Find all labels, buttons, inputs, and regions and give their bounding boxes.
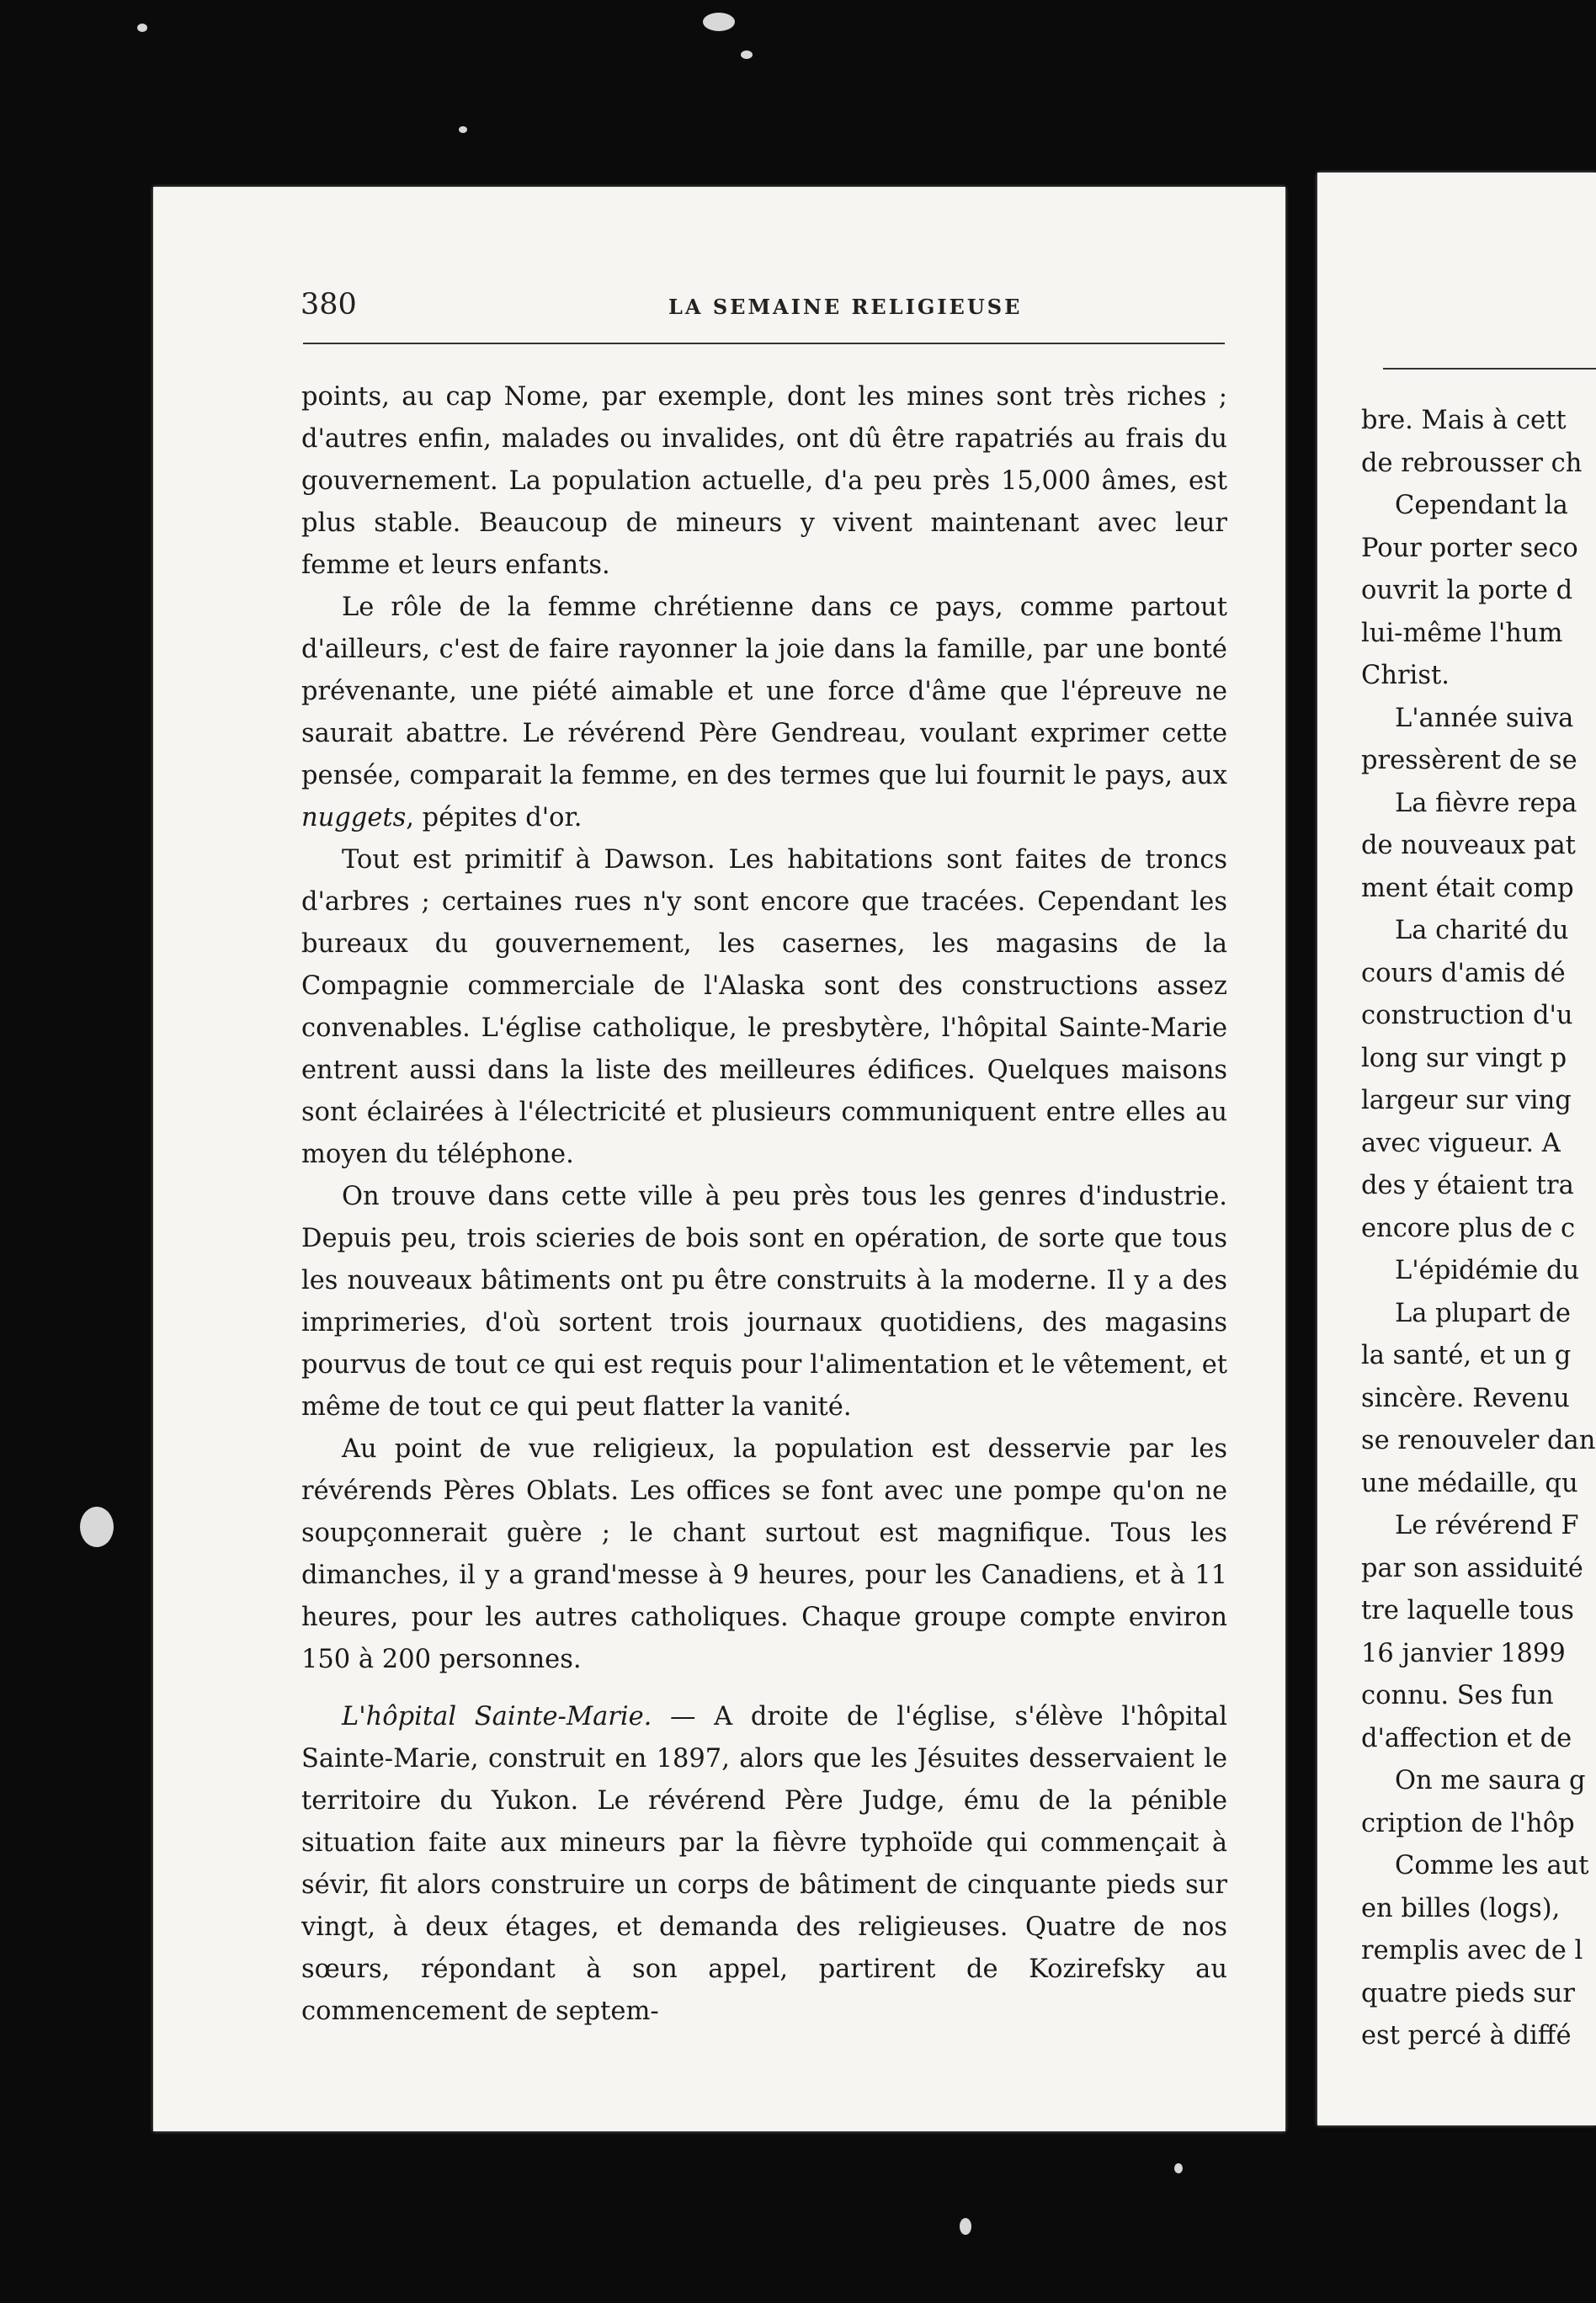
paragraph-2-tail: aux [1180,761,1227,790]
right-page-line: une médaille, qu [1361,1468,1578,1498]
nuggets-italic: nuggets [301,803,407,832]
paragraph-4: On trouve dans cette ville à peu près tous les genres d'industrie. Depuis peu, trois scieries de bois sont en opération, de sorte que tous les nouveaux bâtiments ont pu être construits à la moderne. Il y a des imprimeries, d'où sortent trois journaux quotidiens, des magasins pourvus de tout ce qui est requis pour l'alimentation et le vêtement, et même de tout ce qui peut flatter la vanité. [301,1182,1227,1422]
right-page-line: Le révérend F [1395,1511,1579,1540]
left-page [153,187,1285,2131]
right-page-line: La plupart de [1395,1298,1571,1328]
right-page-line: On me saura g [1395,1766,1586,1795]
right-page-line: lui-même l'hum [1361,618,1563,648]
paragraph-1: points, au cap Nome, par exemple, dont les mines sont très riches ; d'autres enfin, malades ou invalides, ont dû être rapatriés au frais du gouvernement. La population actuelle, d'a peu près 15,000 âmes, est plus stable. Beaucoup de mineurs y vivent maintenant avec leur femme et leurs enfants. [301,382,1227,580]
paragraph-6-text: — A droite de l'église, s'élève l'hôpital Sainte-Marie, construit en 1897, alors que les Jésuites desservaient le territoire du Yukon. Le révérend Père Judge, ému de la pénible situation faite aux mineurs par la fièvre typhoïde qui commençait à sévir, fit alors construire un corps de bâtiment de cinquante pieds sur vingt, à deux étages, et demanda des religieuses. Quatre de nos sœurs, répondant à son appel, partirent de Kozirefsky au commencement de septem- [301,1702,1227,2026]
right-page-line: en billes (logs), [1361,1893,1561,1923]
body-text [301,376,1227,2033]
right-page-line: la santé, et un g [1361,1341,1572,1370]
right-page-line: par son assiduité [1361,1553,1583,1583]
right-page-line: avec vigueur. A [1361,1128,1561,1158]
right-page-line: Cependant la [1395,491,1568,520]
right-page-line: L'année suiva [1395,703,1574,733]
right-page-line: se renouveler dan [1361,1426,1596,1455]
right-page-line: quatre pieds sur [1361,1978,1576,2008]
right-page-line: Pour porter seco [1361,533,1578,563]
header-rule [303,343,1225,344]
right-page-line: construction d'u [1361,1001,1573,1030]
right-page-line: Comme les aut [1395,1851,1589,1880]
paragraph-2 [301,587,1227,839]
paragraph-6 [301,1696,1227,2033]
right-page-line: 16 janvier 1899 [1361,1638,1566,1668]
right-page-line: de rebrousser ch [1361,448,1583,478]
right-page-line: d'affection et de [1361,1723,1572,1753]
right-page-line: bre. Mais à cett [1361,406,1567,435]
right-page-text [1361,400,1596,2058]
paragraph-3: Tout est primitif à Dawson. Les habitations sont faites de troncs d'arbres ; certaines rues n'y sont encore que tracées. Cependant les bureaux du gouvernement, les casernes, les magasins de la Compagnie commerciale de l'Alaska sont des constructions assez convenables. L'église catholique, le presbytère, l'hôpital Sainte-Marie entrent aussi dans la liste des meilleures édifices. Quelques maisons sont éclairées à l'électricité et plusieurs communiquent entre elles au moyen du téléphone. [301,845,1227,1169]
page-header [301,288,1210,338]
right-page-line: long sur vingt p [1361,1043,1567,1073]
right-header-rule [1383,368,1596,370]
paragraph-2-text: Le rôle de la femme chrétienne dans ce pays, comme partout d'ailleurs, c'est de faire rayonner la joie dans la famille, par une bonté prévenante, une piété aimable et une force d'âme que l'épreuve ne saurait abattre. Le révérend Père Gendreau, voulant exprimer cette pensée, comparait la femme, en des termes que lui fournit le pays, [301,593,1227,790]
right-page-line: ouvrit la porte d [1361,576,1573,605]
right-page-line: encore plus de c [1361,1213,1576,1243]
right-page-line: sincère. Revenu [1361,1383,1570,1413]
right-page-line: Christ. [1361,661,1450,690]
right-page-line: L'épidémie du [1395,1256,1580,1285]
right-page-line: est percé à diffé [1361,2021,1572,2050]
right-page-line: des y étaient tra [1361,1171,1574,1200]
section-heading-hospital: L'hôpital Sainte-Marie. [342,1702,652,1731]
right-page-line: de nouveaux pat [1361,831,1576,860]
page-number: 380 [301,288,357,322]
right-page [1317,173,1596,2125]
right-page-line: tre laquelle tous [1361,1596,1574,1625]
right-page-line: cription de l'hôp [1361,1808,1575,1838]
paragraph-2-end: , pépites d'or. [406,803,583,832]
paragraph-5: Au point de vue religieux, la population est desservie par les révérends Pères Oblats. Les offices se font avec une pompe qu'on ne soupçonnerait guère ; le chant surtout est magnifique. Tous les dimanches, il y a grand'messe à 9 heures, pour les Canadiens, et à 11 heures, pour les autres catholiques. Chaque groupe compte environ 150 à 200 personnes. [301,1434,1227,1674]
right-page-line: cours d'amis dé [1361,958,1566,988]
right-page-line: pressèrent de se [1361,746,1577,775]
running-title: LA SEMAINE RELIGIEUSE [668,295,1023,319]
right-page-line: remplis avec de l [1361,1936,1583,1965]
right-page-line: largeur sur ving [1361,1086,1572,1115]
right-page-line: connu. Ses fun [1361,1681,1554,1710]
right-page-line: La fièvre repa [1395,788,1577,818]
right-page-line: La charité du [1395,916,1569,945]
right-page-line: ment était comp [1361,873,1574,903]
